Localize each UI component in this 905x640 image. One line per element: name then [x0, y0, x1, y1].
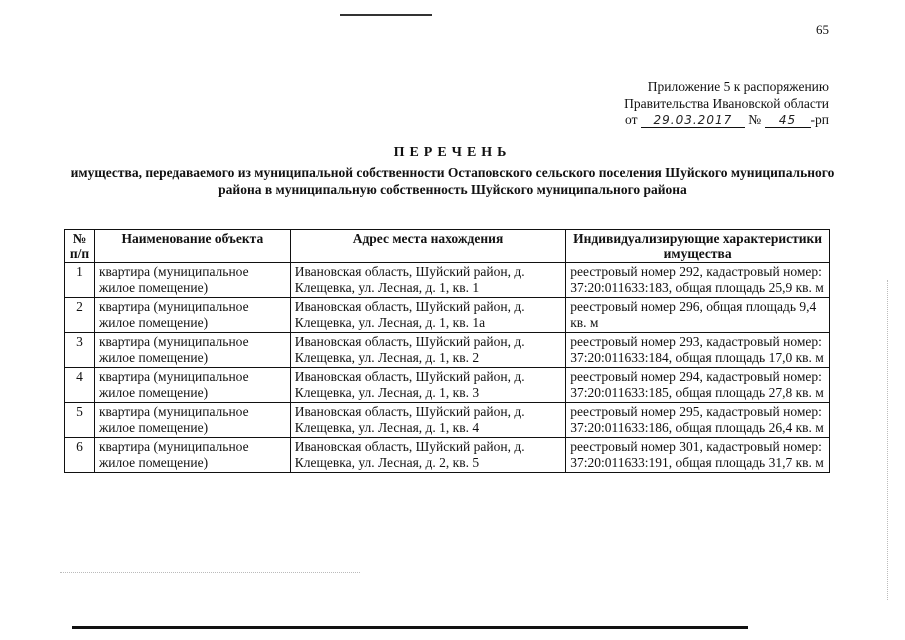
- order-number-handwritten: 45: [765, 113, 811, 128]
- row-name: квартира (муниципальное жилое помещение): [94, 298, 290, 333]
- table-row: [65, 263, 830, 298]
- table-row: [65, 403, 830, 438]
- row-details: реестровый номер 293, кадастровый номер: 37:20:011633:184, общая площадь 17,0 кв. м: [566, 333, 830, 368]
- row-details: реестровый номер 292, кадастровый номер: 37:20:011633:183, общая площадь 25,9 кв. м: [566, 263, 830, 298]
- row-details: реестровый номер 294, кадастровый номер: 37:20:011633:185, общая площадь 27,8 кв. м: [566, 368, 830, 403]
- row-address: Ивановская область, Шуйский район, д. Клещевка, ул. Лесная, д. 1, кв. 3: [290, 368, 566, 403]
- row-num: 5: [65, 403, 95, 438]
- scan-artifact-edge: [887, 280, 889, 600]
- row-details: реестровый номер 296, общая площадь 9,4 кв. м: [566, 298, 830, 333]
- table-header-row: [65, 230, 830, 263]
- bottom-rule: [72, 626, 748, 629]
- row-address: Ивановская область, Шуйский район, д. Клещевка, ул. Лесная, д. 2, кв. 5: [290, 438, 566, 473]
- row-name: квартира (муниципальное жилое помещение): [94, 263, 290, 298]
- table-row: [65, 333, 830, 368]
- row-details: реестровый номер 301, кадастровый номер: 37:20:011633:191, общая площадь 31,7 кв. м: [566, 438, 830, 473]
- page-number: 65: [816, 22, 829, 37]
- header-name: Наименование объекта: [94, 230, 290, 263]
- row-name: квартира (муниципальное жилое помещение): [94, 368, 290, 403]
- row-address: Ивановская область, Шуйский район, д. Клещевка, ул. Лесная, д. 1, кв. 4: [290, 403, 566, 438]
- row-details: реестровый номер 295, кадастровый номер: 37:20:011633:186, общая площадь 26,4 кв. м: [566, 403, 830, 438]
- header-details: Индивидуализирующие характеристики имущества: [566, 230, 830, 263]
- row-num: 2: [65, 298, 95, 333]
- table-row: [65, 438, 830, 473]
- header-num: № п/п: [65, 230, 95, 263]
- row-address: Ивановская область, Шуйский район, д. Клещевка, ул. Лесная, д. 1, кв. 1: [290, 263, 566, 298]
- order-suffix: -рп: [810, 112, 829, 127]
- order-prefix: от: [625, 112, 638, 127]
- order-date-handwritten: 29.03.2017: [641, 113, 745, 128]
- document-subtitle: имущества, передаваемого из муниципальной собственности Остаповского сельского поселения Шуйского муниципального района в муниципальную собственность Шуйского муниципального района: [70, 165, 835, 197]
- appendix-line-1: Приложение 5 к распоряжению: [647, 79, 829, 94]
- table-row: [65, 298, 830, 333]
- order-reference: [625, 112, 829, 128]
- table-row: [65, 368, 830, 403]
- order-number-sign: №: [748, 112, 762, 127]
- row-num: 3: [65, 333, 95, 368]
- row-name: квартира (муниципальное жилое помещение): [94, 333, 290, 368]
- row-address: Ивановская область, Шуйский район, д. Клещевка, ул. Лесная, д. 1, кв. 1а: [290, 298, 566, 333]
- scan-artifact-dots: [60, 572, 360, 573]
- property-table: [64, 229, 830, 473]
- header-address: Адрес места нахождения: [290, 230, 566, 263]
- row-name: квартира (муниципальное жилое помещение): [94, 438, 290, 473]
- appendix-header: [624, 78, 829, 112]
- document-title: ПЕРЕЧЕНЬ: [393, 145, 512, 160]
- top-rule: [340, 14, 432, 16]
- row-num: 4: [65, 368, 95, 403]
- row-address: Ивановская область, Шуйский район, д. Клещевка, ул. Лесная, д. 1, кв. 2: [290, 333, 566, 368]
- appendix-line-2: Правительства Ивановской области: [624, 96, 829, 111]
- row-num: 1: [65, 263, 95, 298]
- row-num: 6: [65, 438, 95, 473]
- row-name: квартира (муниципальное жилое помещение): [94, 403, 290, 438]
